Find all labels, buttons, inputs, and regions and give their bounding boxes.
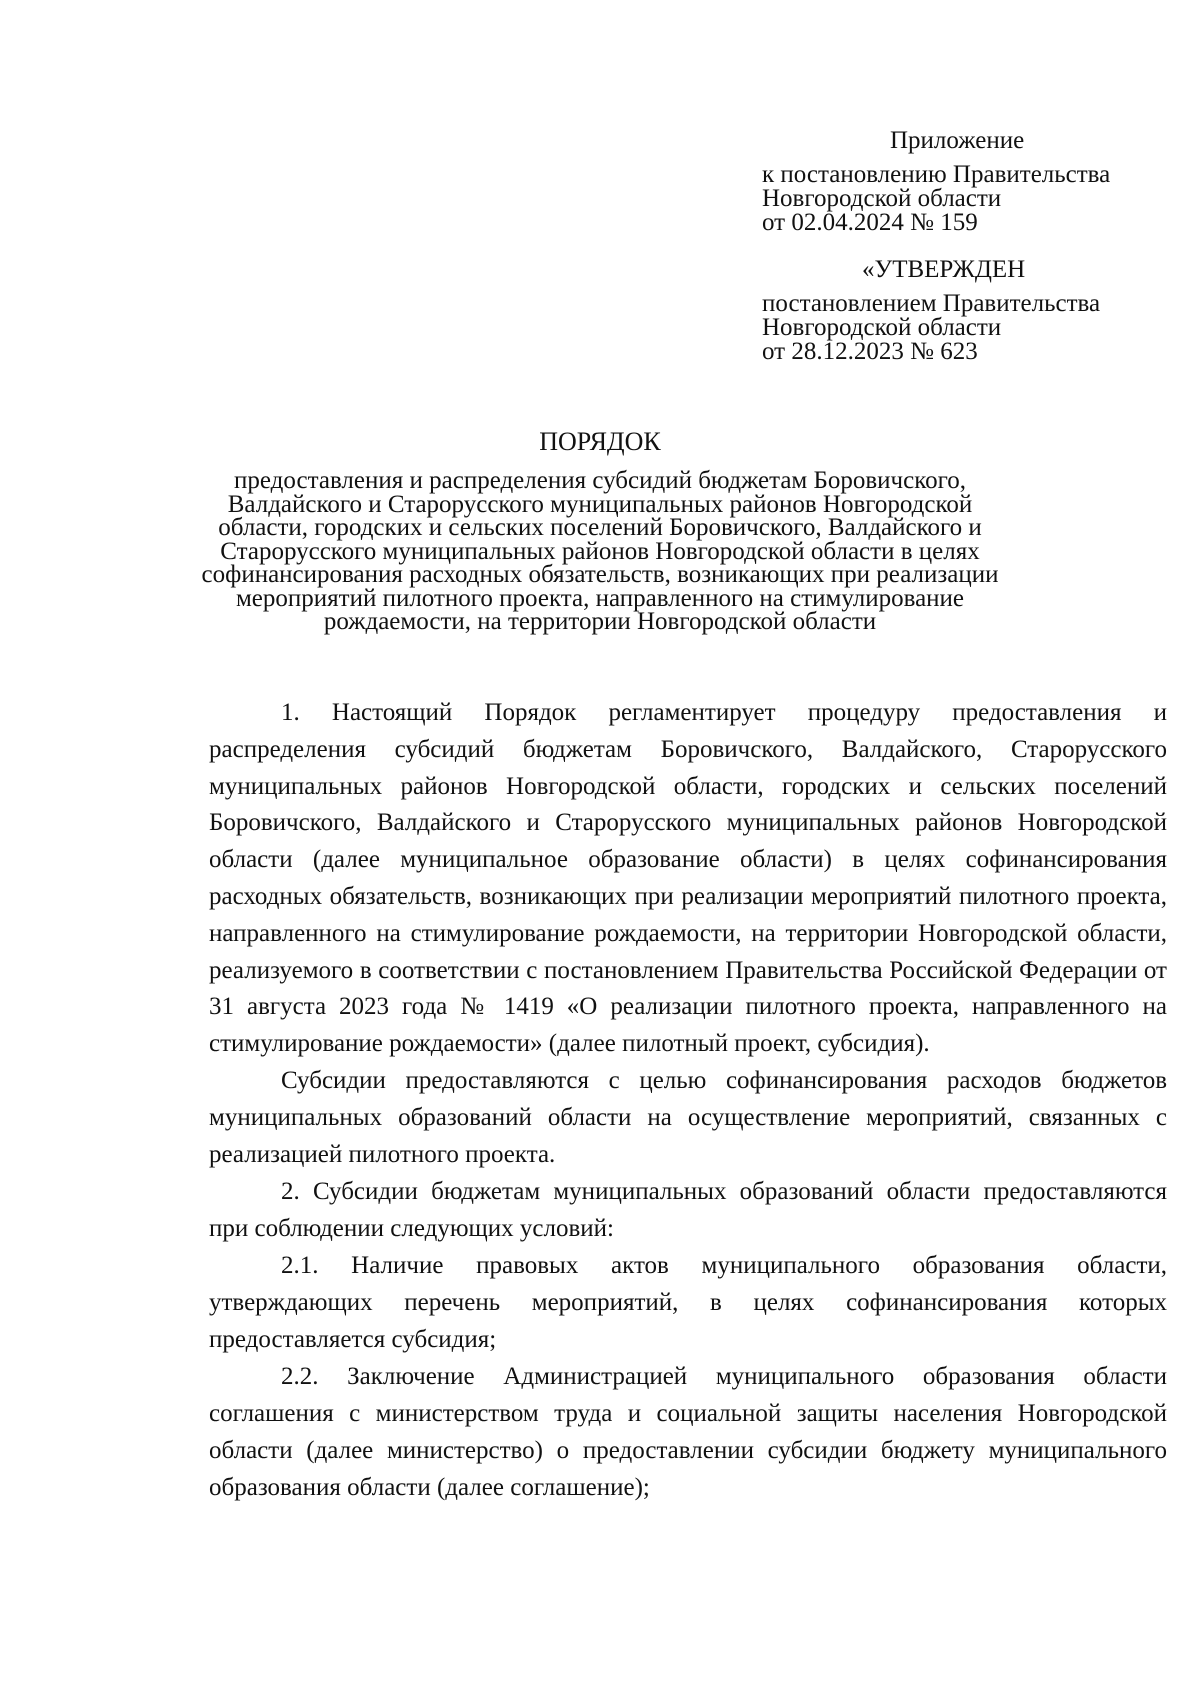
document-body [209, 695, 1167, 1507]
subtitle-line: Валдайского и Старорусского муниципальных районов Новгородской [227, 490, 973, 518]
paragraph: 2.2. Заключение Администрацией муниципального образования области соглашения с министерством труда и социальной защиты населения Новгородской области (далее министерство) о предоставлении субсидии бюджету муниципального образования области (далее соглашение); [209, 1363, 1167, 1501]
subtitle-line: рождаемости, на территории Новгородской области [323, 608, 877, 635]
subtitle-line: предоставления и распределения субсидий бюджетам Боровичского, [234, 467, 966, 494]
appendix-heading: Приложение [890, 127, 1025, 154]
paragraph: 2. Субсидии бюджетам муниципальных образований области предоставляются при соблюдении следующих условий: [209, 1178, 1167, 1243]
subtitle-line: софинансирования расходных обязательств, возникающих при реализации [201, 561, 999, 588]
subtitle-line: мероприятий пилотного проекта, направленного на стимулирование [235, 584, 965, 612]
appendix-line: к постановлению Правительства [762, 161, 1111, 188]
approval-line: Новгородской области [762, 314, 1002, 341]
subtitle-line: области, городских и сельских поселений Боровичского, Валдайского и [218, 514, 982, 541]
approval-line: постановлением Правительства [762, 290, 1101, 317]
subtitle-line: Старорусского муниципальных районов Новгородской области в целях [220, 537, 980, 565]
approval-block [762, 258, 1100, 364]
paragraph: 2.1. Наличие правовых актов муниципального образования области, утверждающих перечень мероприятий, в целях софинансирования которых предоставляется субсидия; [209, 1252, 1167, 1354]
document-subtitle [200, 469, 1000, 634]
appendix-line: от 02.04.2024 № 159 [762, 209, 978, 236]
approval-heading: «УТВЕРЖДЕН [862, 256, 1026, 283]
paragraph: Субсидии предоставляются с целью софинансирования расходов бюджетов муниципальных образований области на осуществление мероприятий, связанных с реализацией пилотного проекта. [209, 1067, 1167, 1169]
document-title: ПОРЯДОК [539, 427, 661, 456]
paragraph: 1. Настоящий Порядок регламентирует процедуру предоставления и распределения субсидий бюджетам Боровичского, Валдайского, Старорусского муниципальных районов Новгородской области, городских и сельских поселений Боровичского, Валдайского и Старорусского муниципальных районов Новгородской области (далее муниципальное образование области) в целях софинансирования расходных обязательств, возникающих при реализации мероприятий пилотного проекта, направленного на стимулирование рождаемости, на территории Новгородской области, реализуемого в соответствии с постановлением Правительства Российской Федерации от 31 августа 2023 года № 1419 «О реализации пилотного проекта, направленного на стимулирование рождаемости» (далее пилотный проект, субсидия). [209, 699, 1167, 1058]
approval-line: от 28.12.2023 № 623 [762, 338, 978, 365]
appendix-line: Новгородской области [762, 185, 1002, 212]
appendix-block [762, 129, 1110, 235]
